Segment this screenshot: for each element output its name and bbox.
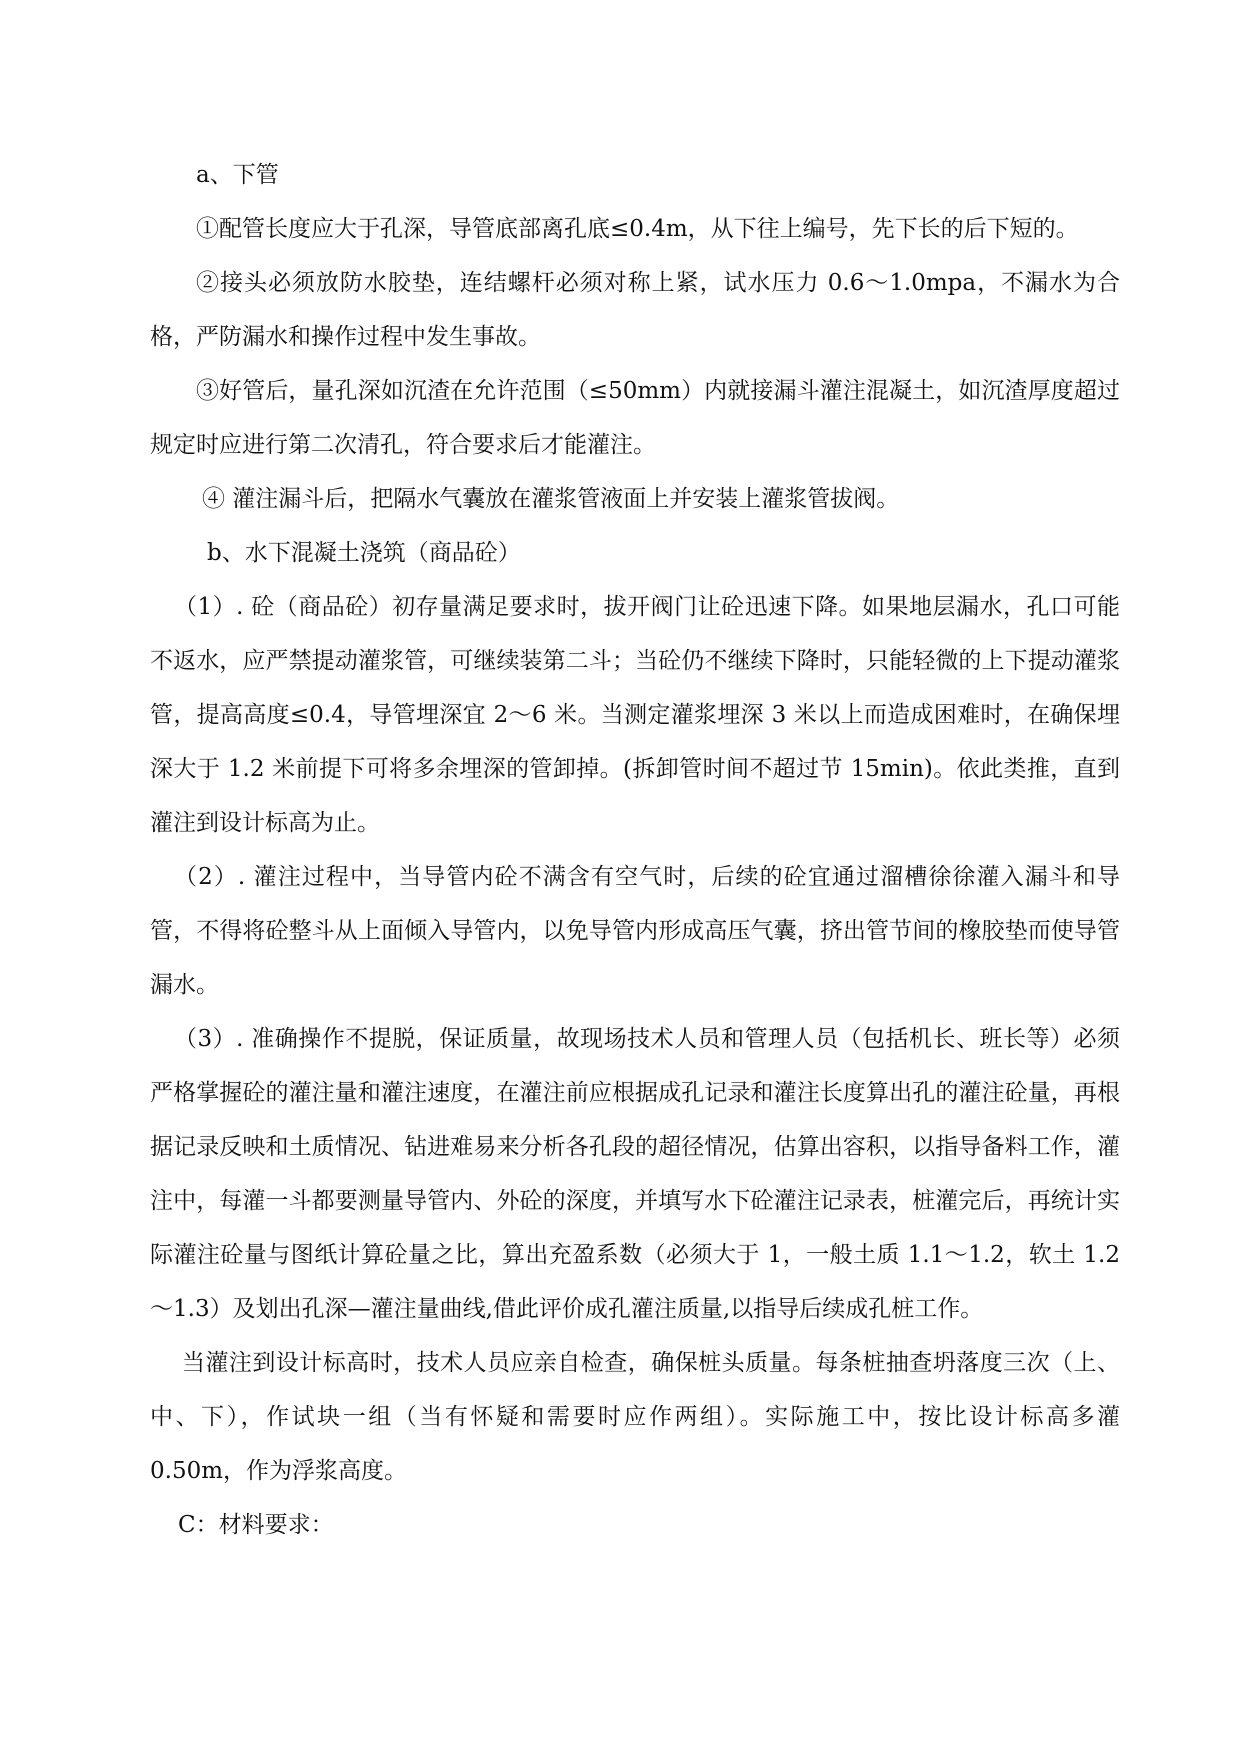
heading-a-lower-pipe: a、下管 (196, 162, 279, 188)
heading-c-material-requirements: C：材料要求： (178, 1512, 334, 1538)
paragraph-step-1: （1）. 砼（商品砼）初存量满足要求时，拔开阀门让砼迅速下降。如果地层漏水，孔口可能不返水，应严禁提动灌浆管，可继续装第二斗；当砼仍不继续下降时，只能轻微的上下提动灌浆管，提高高度≤0.4，导管埋深宜 2～6 米。当测定灌浆埋深 3 米以上而造成困难时，在确保埋深大于 1.2 米前提下可将多余埋深的管卸掉。(拆卸管时间不超过节 15min)。依此类推，直到灌注到设计标高为止。 (150, 594, 1120, 836)
paragraph-design-elevation: 当灌注到设计标高时，技术人员应亲自检查，确保桩头质量。每条桩抽查坍落度三次（上、中、下），作试块一组（当有怀疑和需要时应作两组）。实际施工中，按比设计标高多灌 0.50m，作为浮浆高度。 (150, 1350, 1120, 1484)
paragraph-item-1: ①配管长度应大于孔深，导管底部离孔底≤0.4m，从下往上编号，先下长的后下短的。 (196, 216, 1079, 242)
paragraph-step-3: （3）. 准确操作不提脱，保证质量，故现场技术人员和管理人员（包括机长、班长等）必须严格掌握砼的灌注量和灌注速度，在灌注前应根据成孔记录和灌注长度算出孔的灌注砼量，再根据记录反映和土质情况、钻进难易来分析各孔段的超径情况，估算出容积，以指导备料工作，灌注中，每灌一斗都要测量导管内、外砼的深度，并填写水下砼灌注记录表，桩灌完后，再统计实际灌注砼量与图纸计算砼量之比，算出充盈系数（必须大于 1，一般土质 1.1～1.2，软土 1.2～1.3）及划出孔深—灌注量曲线,借此评价成孔灌注质量,以指导后续成孔桩工作。 (150, 1026, 1120, 1322)
paragraph-item-2: ②接头必须放防水胶垫，连结螺杆必须对称上紧，试水压力 0.6～1.0mpa，不漏水为合格，严防漏水和操作过程中发生事故。 (150, 270, 1120, 350)
paragraph-item-4: ④ 灌注漏斗后，把隔水气囊放在灌浆管液面上并安装上灌浆管拔阀。 (202, 486, 900, 512)
document-body (150, 148, 1120, 1552)
heading-b-underwater-concrete: b、水下混凝土浇筑（商品砼） (207, 540, 521, 566)
paragraph-item-3: ③好管后，量孔深如沉渣在允许范围（≤50mm）内就接漏斗灌注混凝土，如沉渣厚度超过规定时应进行第二次清孔，符合要求后才能灌注。 (150, 378, 1120, 458)
paragraph-step-2: （2）. 灌注过程中，当导管内砼不满含有空气时，后续的砼宜通过溜槽徐徐灌入漏斗和导管，不得将砼整斗从上面倾入导管内，以免导管内形成高压气囊，挤出管节间的橡胶垫而使导管漏水。 (150, 864, 1120, 998)
